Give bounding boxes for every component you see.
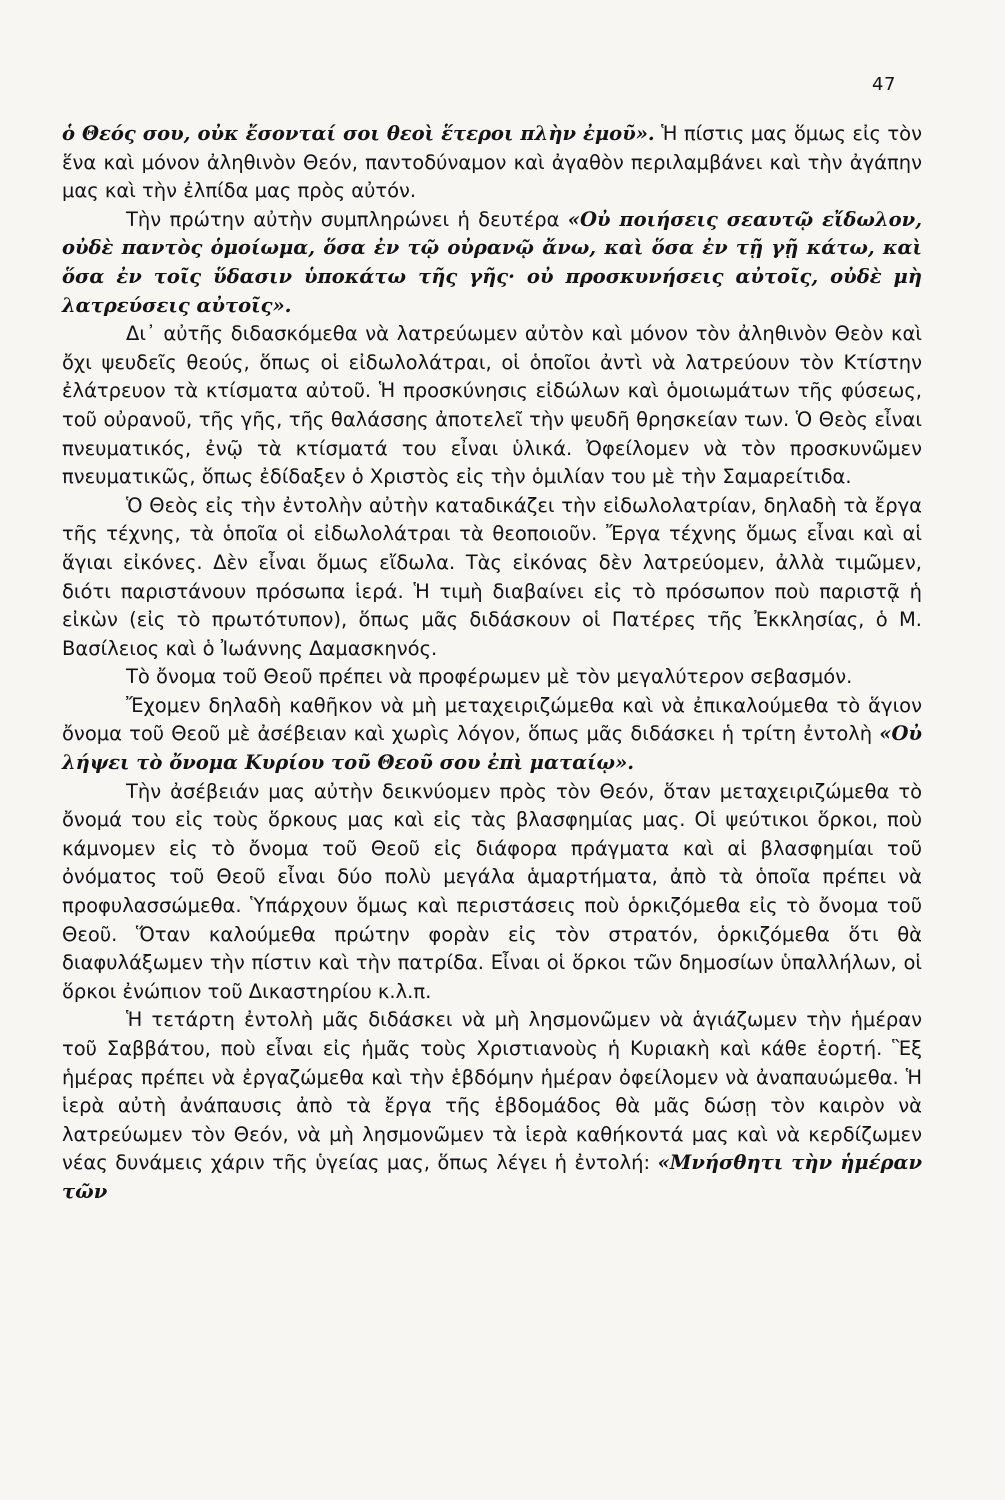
paragraph <box>62 492 922 664</box>
text-run: Τὴν ἀσέβειάν μας αὐτὴν δεικνύομεν πρὸς τὸν Θεόν, ὅταν μεταχειριζώμεθα τὸ ὄνομά του εἰς τοὺς ὅρκους μας καὶ εἰς τὰς βλασφημίας μας. Οἱ ψεύτικοι ὅρκοι, ποὺ κάμνομεν εἰς τὸ ὄνομα τοῦ Θεοῦ εἰς διάφορα πράγματα καὶ αἱ βλασφημίαι τοῦ ὀνόματος τοῦ Θεοῦ εἶναι δύο πολὺ μεγάλα ἁμαρτήματα, ἀπὸ τὰ ὁποῖα πρέπει νὰ προφυλασσώμεθα. Ὑπάρχουν ὅμως καὶ περιστάσεις ποὺ ὁρκιζόμεθα εἰς τὸ ὄνομα τοῦ Θεοῦ. Ὅταν καλούμεθα πρώτην φορὰν εἰς τὸν στρατόν, ὁρκιζόμεθα ὅτι θὰ διαφυλάξωμεν τὴν πίστιν καὶ τὴν πατρίδα. Εἶναι οἱ ὅρκοι τῶν δημοσίων ὑπαλλήλων, οἱ ὅρκοι ἐνώπιον τοῦ Δικαστηρίου κ.λ.π. <box>62 779 922 1003</box>
text-run: Ἡ τετάρτη ἐντολὴ μᾶς διδάσκει νὰ μὴ λησμονῶμεν νὰ ἁγιάζωμεν τὴν ἡμέραν τοῦ Σαββάτου, ποὺ εἶναι εἰς ἡμᾶς τοὺς Χριστιανοὺς ἡ Κυριακὴ καὶ κάθε ἑορτή. Ἓξ ἡμέρας πρέπει νὰ ἐργαζώμεθα καὶ τὴν ἑβδόμην ἡμέραν ὀφείλομεν νὰ ἀναπαυώμεθα. Ἡ ἱερὰ αὐτὴ ἀνάπαυσις ἀπὸ τὰ ἔργα τῆς ἑβδομάδος θὰ μᾶς δώσῃ τὸν καιρὸν νὰ λατρεύωμεν τὸν Θεόν, νὰ μὴ λησμονῶμεν τὰ ἱερὰ καθήκοντά μας καὶ νὰ κερδίζωμεν νέας δυνάμεις χάριν τῆς ὑγείας μας, ὅπως λέγει ἡ ἐντολή: <box>62 1008 922 1175</box>
text-run: Ἡ πίστις μας ὅμως εἰς τὸν ἕνα καὶ μόνον ἀληθινὸν Θεόν, παντοδύναμον καὶ ἀγαθὸν περιλαμβάνει καὶ τὴν ἀγάπην μας καὶ τὴν ἐλπίδα μας πρὸς αὐτόν. <box>62 122 922 203</box>
scripture-quote: ὁ Θεός σου, οὐκ ἔσονταί σοι θεοὶ ἕτεροι πλὴν ἐμοῦ». <box>62 122 655 145</box>
text-run: Ἔχομεν δηλαδὴ καθῆκον νὰ μὴ μεταχειριζώμεθα καὶ νὰ ἐπικαλούμεθα τὸ ἅγιον ὄνομα τοῦ Θεοῦ μὲ ἀσέβειαν καὶ χωρὶς λόγον, ὅπως μᾶς διδάσκει ἡ τρίτη ἐντολὴ <box>62 693 922 746</box>
paragraph <box>62 1006 922 1206</box>
scripture-quote: «Οὐ λήψει τὸ ὄνομα Κυρίου τοῦ Θεοῦ σου ἐπὶ ματαίῳ». <box>62 722 922 775</box>
body-text <box>62 120 922 1207</box>
text-run: Δι᾿ αὐτῆς διδασκόμεθα νὰ λατρεύωμεν αὐτὸν καὶ μόνον τὸν ἀληθινὸν Θεὸν καὶ ὄχι ψευδεῖς θεούς, ὅπως οἱ εἰδωλολάτραι, οἱ ὁποῖοι ἀντὶ νὰ λατρεύουν τὸν Κτίστην ἐλάτρευον τὰ κτίσματα αὐτοῦ. Ἡ προσκύνησις εἰδώλων καὶ ὁμοιωμάτων τῆς φύσεως, τοῦ οὐρανοῦ, τῆς γῆς, τῆς θαλάσσης ἀποτελεῖ τὴν ψευδῆ θρησκείαν των. Ὁ Θεὸς εἶναι πνευματικός, ἐνῷ τὰ κτίσματά του εἶναι ὑλικά. Ὀφείλομεν νὰ τὸν προσκυνῶμεν πνευματικῶς, ὅπως ἐδίδαξεν ὁ Χριστὸς εἰς τὴν ὁμιλίαν του μὲ τὴν Σαμαρείτιδα. <box>62 322 922 489</box>
page-number: 47 <box>872 74 896 95</box>
text-run: Ὁ Θεὸς εἰς τὴν ἐντολὴν αὐτὴν καταδικάζει τὴν εἰδωλολατρίαν, δηλαδὴ τὰ ἔργα τῆς τέχνης, τὰ ὁποῖα οἱ εἰδωλολάτραι τὰ θεοποιοῦν. Ἔργα τέχνης ὅμως εἶναι καὶ αἱ ἅγιαι εἰκόνες. Δὲν εἶναι ὅμως εἴδωλα. Τὰς εἰκόνας δὲν λατρεύομεν, ἀλλὰ τιμῶμεν, διότι παριστάνουν πρόσωπα ἱερά. Ἡ τιμὴ διαβαίνει εἰς τὸ πρόσωπον ποὺ παριστᾷ ἡ εἰκὼν (εἰς τὸ πρωτότυπον), ὅπως μᾶς διδάσκουν οἱ Πατέρες τῆς Ἐκκλησίας, ὁ Μ. Βασίλειος καὶ ὁ Ἰωάννης Δαμασκηνός. <box>62 493 922 660</box>
paragraph <box>62 778 922 1007</box>
text-run: Τὸ ὄνομα τοῦ Θεοῦ πρέπει νὰ προφέρωμεν μὲ τὸν μεγαλύτερον σεβασμόν. <box>126 665 853 689</box>
text-run: Τὴν πρώτην αὐτὴν συμπληρώνει ἡ δευτέρα <box>126 207 568 231</box>
scripture-quote: «Οὐ ποιήσεις σεαυτῷ εἴδωλον, οὐδὲ παντὸς ὁμοίωμα, ὅσα ἐν τῷ οὐρανῷ ἄνω, καὶ ὅσα ἐν τῇ γῇ κάτω, καὶ ὅσα ἐν τοῖς ὕδασιν ὑποκάτω τῆς γῆς· οὐ προσκυνήσεις αὐτοῖς, οὐδὲ μὴ λατρεύσεις αὐτοῖς». <box>62 207 922 317</box>
scripture-quote: «Μνήσθητι τὴν ἡμέραν τῶν <box>62 1151 923 1203</box>
paragraph <box>62 120 922 206</box>
paragraph <box>62 320 922 492</box>
paragraph <box>62 663 922 692</box>
paragraph <box>62 692 922 778</box>
paragraph <box>62 206 922 320</box>
